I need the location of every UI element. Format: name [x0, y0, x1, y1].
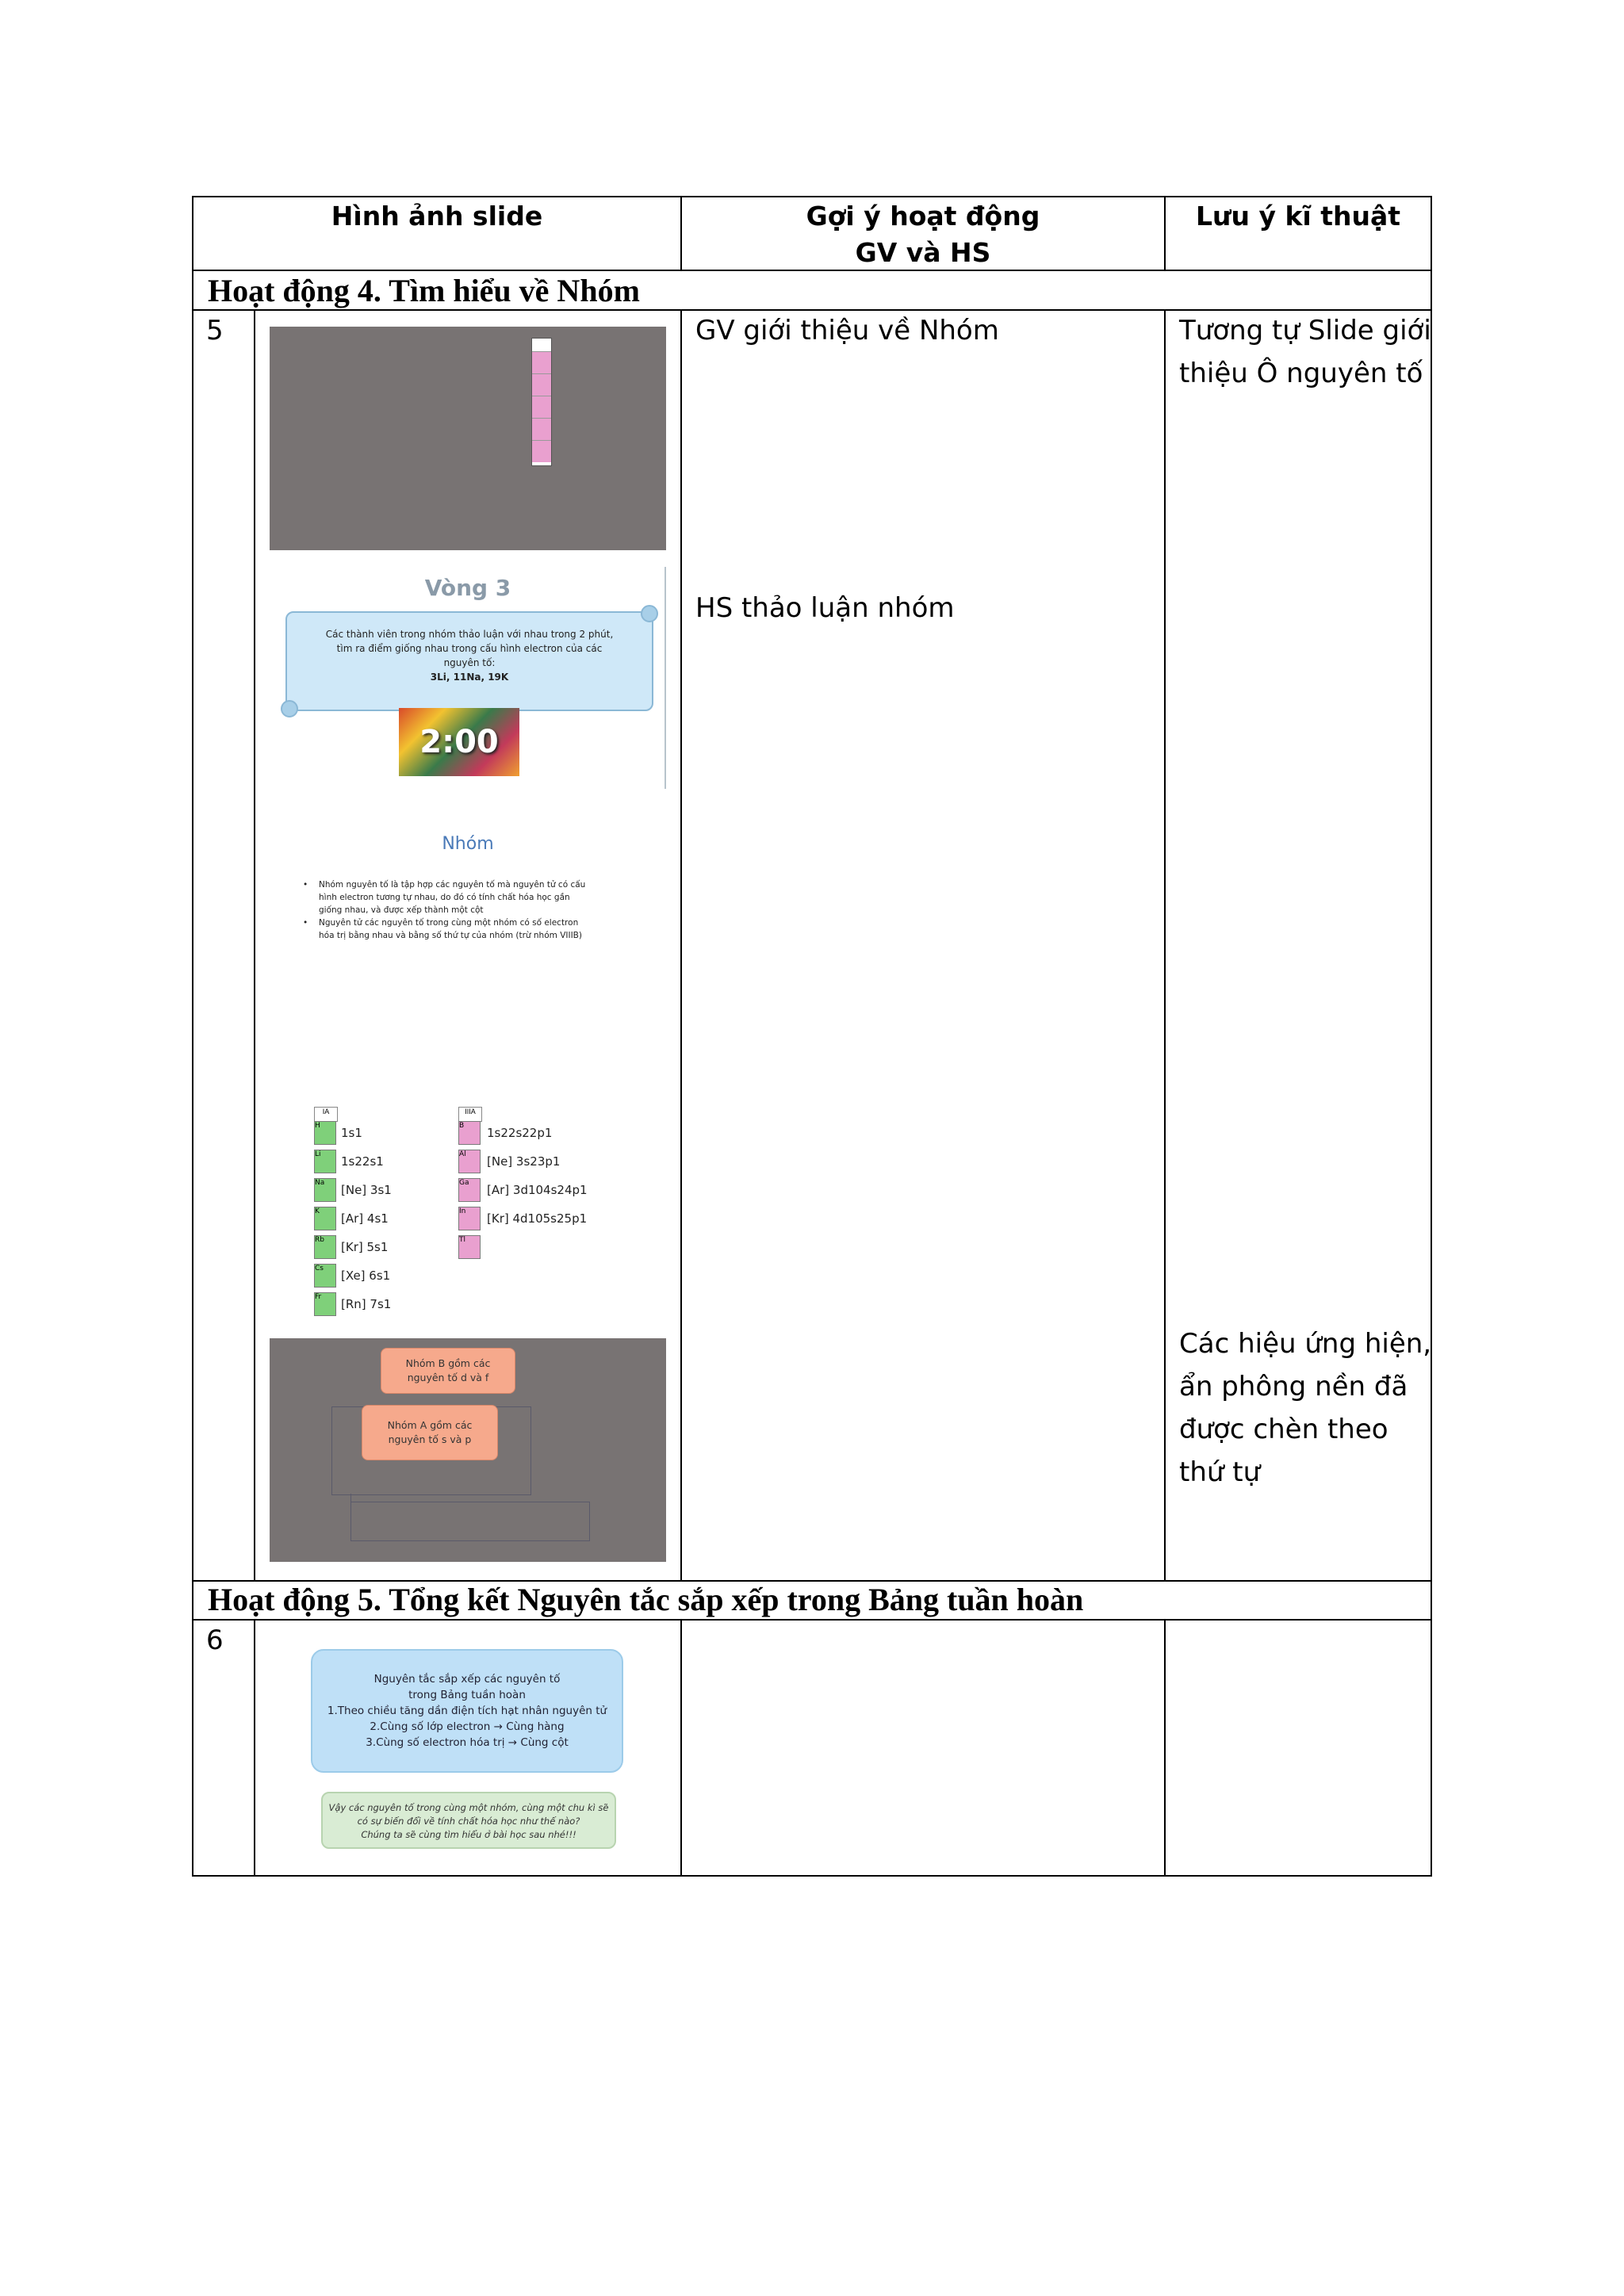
tech-note-2-line: thứ tự: [1179, 1456, 1261, 1488]
header-slide-image: Hình ảnh slide: [331, 201, 543, 232]
slide-round3: [270, 567, 666, 789]
summary-box: [311, 1649, 623, 1773]
bullet-1: • Nhóm nguyên tố là tập hợp các nguyên tố mà nguyên tử có cấu hình electron tương tự nhau, do đó có tính chất hóa học gần giống nhau, và được xếp thành một cột: [303, 878, 652, 916]
note-line: có sự biến đổi về tính chất hóa học như thế nào?: [357, 1816, 580, 1827]
bullet-line: Nguyên tử các nguyên tố trong cùng một nhóm có số electron: [319, 918, 579, 928]
element-cell-g1: Li: [314, 1150, 336, 1173]
header-activity-line2: GV và HS: [855, 237, 991, 268]
group-def-bullets: [303, 878, 652, 942]
config-g1: [Ne] 3s1: [341, 1183, 392, 1197]
activity-intro: GV giới thiệu về Nhóm: [695, 315, 999, 346]
round3-title: Vòng 3: [424, 575, 511, 601]
tech-note-1-line: thiệu Ô nguyên tố: [1179, 358, 1423, 389]
element-cell-g1: Na: [314, 1178, 336, 1202]
tech-note-1-line: Tương tự Slide giới: [1179, 315, 1431, 346]
bullet-line: giống nhau, và được xếp thành một cột: [319, 905, 484, 915]
section4-title: Hoạt động 4. Tìm hiểu về Nhóm: [208, 273, 640, 308]
config-g3: 1s22s22p1: [487, 1126, 553, 1140]
bullet-line: hóa trị bằng nhau và bằng số thứ tự của nhóm (trừ nhóm VIIIB): [319, 931, 582, 940]
slide-group-intro: [270, 327, 666, 550]
bullet-line: hình electron tương tự nhau, do đó có tính chất hóa học gần: [319, 893, 570, 902]
scroll-line: nguyên tố:: [443, 657, 496, 668]
summary-line: 1.Theo chiều tăng dần điện tích hạt nhân nguyên tử: [327, 1705, 607, 1717]
group-b-box: [381, 1348, 515, 1394]
element-cell-g3: Al: [458, 1150, 481, 1173]
note-line: Vậy các nguyên tố trong cùng một nhóm, cùng một chu kì sẽ: [328, 1802, 609, 1813]
slide-group-types: [270, 1338, 666, 1562]
element-cell-g3: Tl: [458, 1235, 481, 1259]
config-g1: [Kr] 5s1: [341, 1240, 389, 1254]
element-cell-g1: K: [314, 1207, 336, 1230]
group-a-line: Nhóm A gồm các: [387, 1419, 473, 1431]
tech-note-2-line: ẩn phông nền đã: [1179, 1371, 1408, 1402]
config-g1: 1s1: [341, 1126, 362, 1140]
group-b-line: Nhóm B gồm các: [405, 1357, 491, 1369]
config-g1: [Ar] 4s1: [341, 1211, 389, 1226]
scroll-line: tìm ra điểm giống nhau trong cấu hình electron của các: [336, 643, 603, 654]
slide-group-columns: [270, 1086, 666, 1324]
note-line: Chúng ta sẽ cùng tìm hiểu ở bài học sau nhé!!!: [361, 1829, 576, 1840]
group-def-title: Nhóm: [442, 834, 494, 854]
slide-group-definition: [270, 817, 666, 1054]
group-b-line: nguyên tố d và f: [407, 1372, 489, 1383]
group-a-box: [362, 1405, 498, 1460]
element-cell-g3: B: [458, 1121, 481, 1145]
summary-line: trong Bảng tuần hoàn: [408, 1689, 526, 1701]
periodic-column-thumb: [531, 338, 552, 466]
summary-note: [321, 1792, 616, 1849]
section5-title: Hoạt động 5. Tổng kết Nguyên tắc sắp xếp trong Bảng tuần hoàn: [208, 1582, 1084, 1617]
header-activity-line1: Gợi ý hoạt động: [806, 201, 1040, 232]
summary-line: Nguyên tắc sắp xếp các nguyên tố: [373, 1673, 561, 1686]
group-a-line: nguyên tố s và p: [388, 1433, 472, 1445]
header-technical: Lưu ý kĩ thuật: [1195, 201, 1401, 232]
element-cell-g1: Rb: [314, 1235, 336, 1259]
scroll-elements: 3Li, 11Na, 19K: [430, 672, 509, 683]
config-g1: [Xe] 6s1: [341, 1269, 391, 1283]
tech-note-2-line: được chèn theo: [1179, 1414, 1388, 1445]
element-cell-g3: In: [458, 1207, 481, 1230]
activity-discuss: HS thảo luận nhóm: [695, 592, 955, 624]
tech-note-2-line: Các hiệu ứng hiện,: [1179, 1328, 1432, 1360]
summary-line: 3.Cùng số electron hóa trị → Cùng cột: [366, 1736, 569, 1749]
round3-scroll: [285, 611, 653, 711]
scroll-line: Các thành viên trong nhóm thảo luận với nhau trong 2 phút,: [325, 629, 614, 640]
summary-line: 2.Cùng số lớp electron → Cùng hàng: [370, 1720, 565, 1733]
element-cell-g1: Fr: [314, 1292, 336, 1316]
group1-header: IA: [314, 1107, 338, 1122]
timer-box: [399, 708, 519, 776]
row-number-6: 6: [206, 1624, 224, 1656]
tech-note-1: [1179, 309, 1431, 395]
tech-note-2: [1179, 1322, 1431, 1494]
header-activity: [682, 198, 1164, 271]
bullet-2: • Nguyên tử các nguyên tố trong cùng một nhóm có số electron hóa trị bằng nhau và bằng số thứ tự của nhóm (trừ nhóm VIIIB): [303, 916, 652, 942]
timer-value: 2:00: [419, 724, 499, 760]
element-cell-g1: H: [314, 1121, 336, 1145]
group3-header: IIIA: [458, 1107, 482, 1122]
element-cell-g1: Cs: [314, 1264, 336, 1288]
row-number-5: 5: [206, 315, 224, 346]
bullet-line: Nhóm nguyên tố là tập hợp các nguyên tố mà nguyên tử có cấu: [319, 880, 586, 890]
element-cell-g3: Ga: [458, 1178, 481, 1202]
config-g3: [Kr] 4d105s25p1: [487, 1211, 588, 1226]
config-g3: [Ar] 3d104s24p1: [487, 1183, 588, 1197]
config-g1: [Rn] 7s1: [341, 1297, 392, 1311]
config-g3: [Ne] 3s23p1: [487, 1154, 561, 1169]
config-g1: 1s22s1: [341, 1154, 384, 1169]
